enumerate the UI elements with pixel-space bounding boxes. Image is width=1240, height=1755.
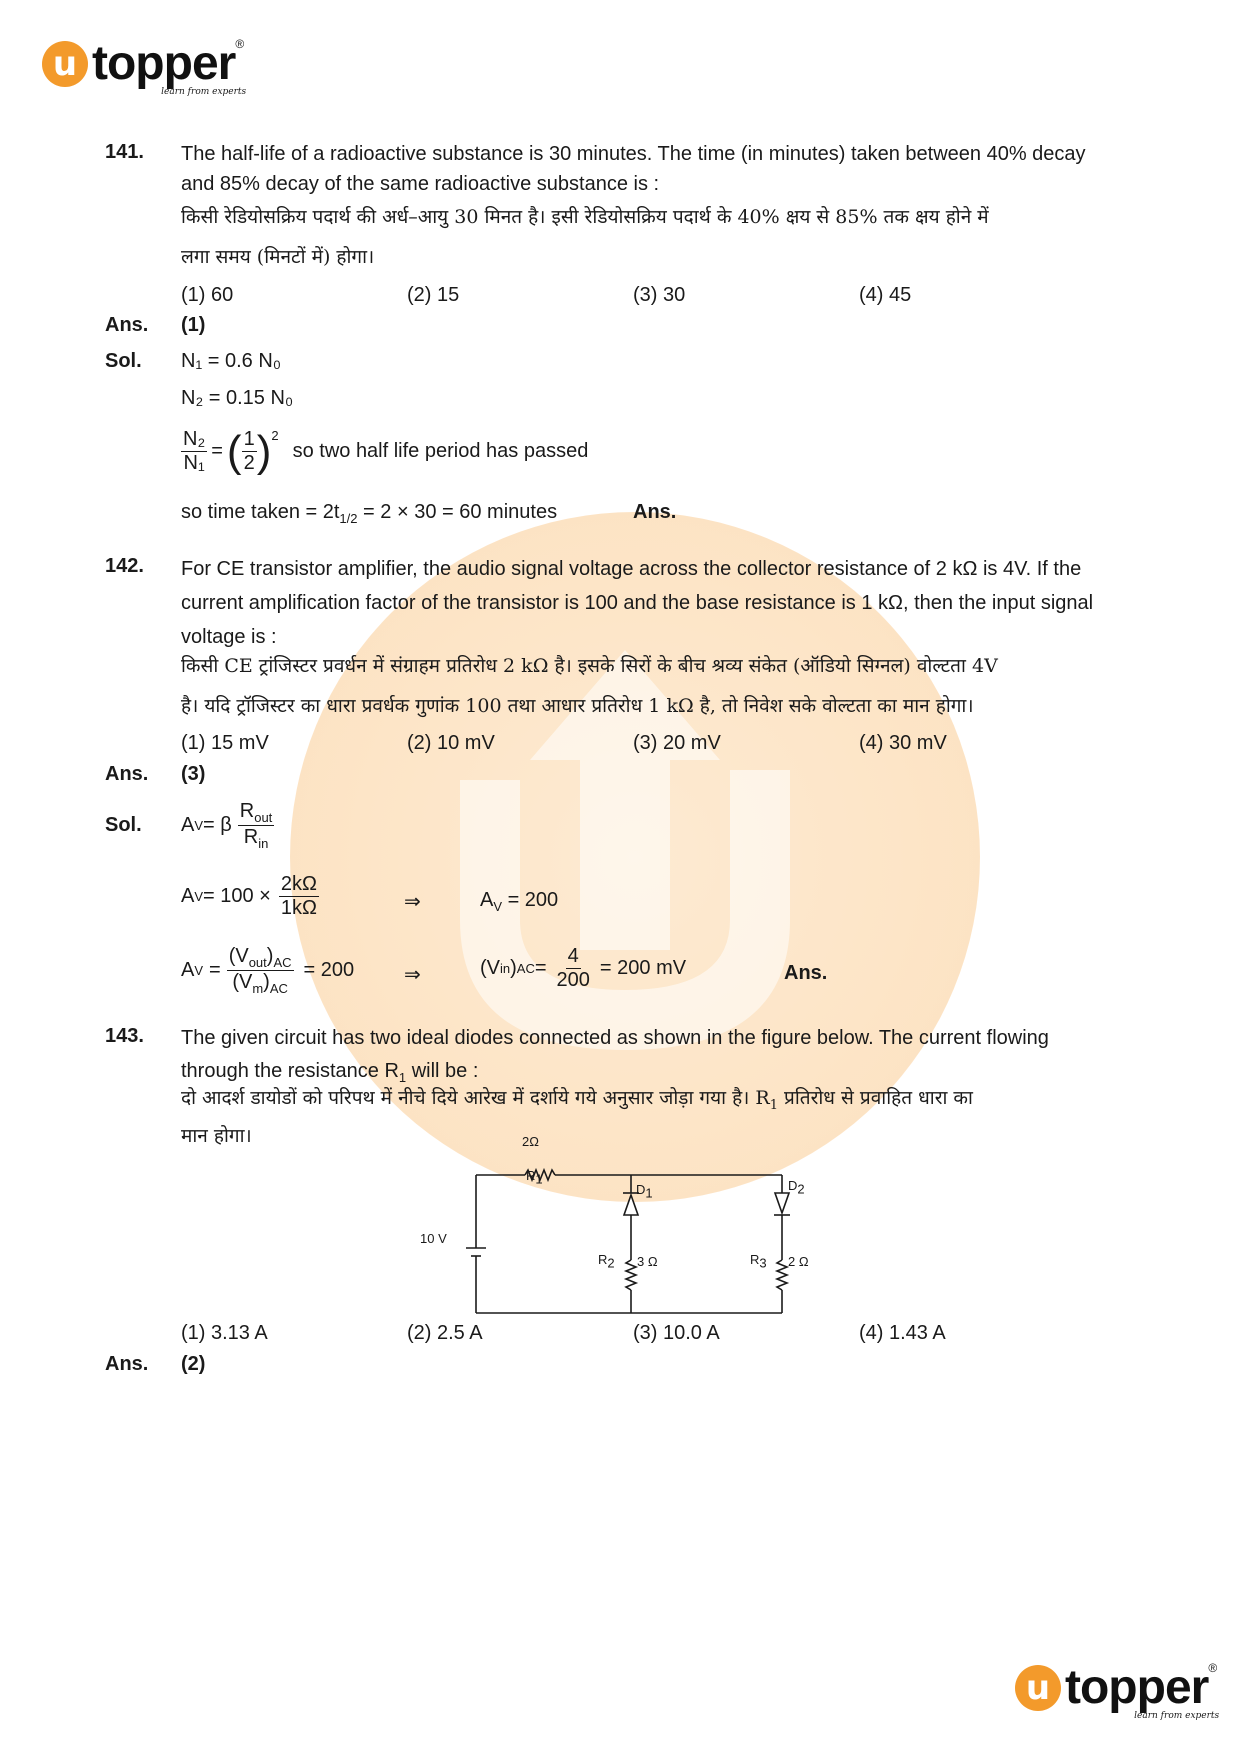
q141-sol-time bbox=[181, 501, 557, 526]
q142-rin-sub: in bbox=[258, 836, 269, 851]
q142-sol-label: Sol. bbox=[105, 814, 142, 836]
q142-option-1[interactable]: (1) 15 mV bbox=[181, 732, 269, 754]
brand-tagline-bottom: learn from experts bbox=[1134, 1711, 1220, 1721]
q142-eq1-av: A bbox=[181, 814, 195, 836]
q141-english-line1: The half-life of a radioactive substance is 30 minutes. The time (in minutes) taken between 40% decay bbox=[181, 143, 1086, 165]
q143-number: 143. bbox=[105, 1025, 144, 1047]
q141-hindi-line2: लगा समय (मिनटों में) होगा। bbox=[181, 246, 375, 268]
q143-hindi-1sub: 1 bbox=[769, 1097, 779, 1113]
q143-hindi-line1 bbox=[181, 1083, 1141, 1121]
q141-answer: (1) bbox=[181, 314, 206, 336]
q141-sol-line2: N₂ = 0.15 N₀ bbox=[181, 387, 294, 409]
q142-eq3-av: A bbox=[181, 959, 195, 981]
q141-english-line2: and 85% decay of the same radioactive substance is : bbox=[181, 173, 660, 195]
q142-vin-ac: AC bbox=[516, 961, 535, 976]
q142-eq3-num: (V bbox=[228, 945, 249, 967]
q142-eq1-beta: = β bbox=[203, 814, 232, 836]
q142-ans-label: Ans. bbox=[105, 763, 149, 785]
q143-english-2a: through the resistance R bbox=[181, 1060, 399, 1082]
q141-option-4[interactable]: (4) 45 bbox=[859, 284, 912, 306]
q142-eq3-num-end: ) bbox=[266, 945, 274, 967]
q142-vin-den: 200 bbox=[556, 969, 590, 991]
q143-hindi bbox=[181, 1083, 1141, 1151]
topper-u-icon: u bbox=[42, 41, 88, 87]
q141-ratio-fraction bbox=[181, 428, 207, 475]
q142-eq3: A V = $\frac{(V_{out})_{AC}}{(V_m)_{AC}}$ = 200 bbox=[181, 945, 355, 996]
d1-label bbox=[636, 1182, 653, 1201]
brand-logo-bottom bbox=[1015, 1660, 1220, 1721]
q143-option-4[interactable]: (4) 1.43 A bbox=[859, 1322, 946, 1344]
q142-eq2-implies: ⇒ bbox=[404, 891, 421, 913]
brand-logo-top bbox=[42, 36, 247, 97]
q142-eq2-rhs: = 200 bbox=[502, 889, 559, 911]
q141-ratio-num: N₂ bbox=[183, 428, 206, 450]
r2-value-label: 3 Ω bbox=[637, 1254, 658, 1269]
q141-option-1[interactable]: (1) 60 bbox=[181, 284, 234, 306]
q142-eq2 bbox=[181, 873, 319, 920]
d1-sub: 1 bbox=[645, 1185, 653, 1201]
q142-eq2-result bbox=[480, 889, 558, 914]
brand-name-bottom: topper bbox=[1065, 1661, 1209, 1714]
q141-ratio-den: N₁ bbox=[183, 452, 205, 474]
d1-name: D bbox=[636, 1182, 646, 1197]
q143-hindi-line2: मान होगा। bbox=[181, 1124, 252, 1147]
r3-value-label: 2 Ω bbox=[788, 1254, 809, 1269]
registered-mark-bottom: ® bbox=[1208, 1660, 1218, 1675]
q142-option-4[interactable]: (4) 30 mV bbox=[859, 732, 947, 754]
battery-label: 10 V bbox=[420, 1231, 447, 1246]
q143-hindi-1a: दो आदर्श डायोडों को परिपथ में नीचे दिये आरेख में दर्शाये गये अनुसार जोड़ा गया है। R bbox=[181, 1087, 770, 1109]
q142-hindi-line1: किसी CE ट्रांजिस्टर प्रवर्धन में संग्राहम प्रतिरोध 2 kΩ है। इसके सिरों के बीच श्रव्य संकेत (ऑडियो सिग्नल) वोल्टता 4V bbox=[181, 655, 998, 677]
q142-english-line3: voltage is : bbox=[181, 626, 277, 648]
q141-ans-label: Ans. bbox=[105, 314, 149, 336]
q143-english-line1: The given circuit has two ideal diodes connected as shown in the figure below. The current flowing bbox=[181, 1027, 1049, 1049]
topper-u-icon-bottom: u bbox=[1015, 1665, 1061, 1711]
q141-number: 141. bbox=[105, 141, 144, 163]
q141-half-den: 2 bbox=[243, 452, 255, 474]
q142-rout: R bbox=[239, 800, 255, 822]
r3-name: R bbox=[750, 1252, 760, 1267]
q141-time-rest: = 2 × 30 = 60 minutes bbox=[357, 501, 558, 523]
q142-hindi bbox=[181, 646, 1141, 726]
q143-hindi-1b: प्रतिरोध से प्रवाहित धारा का bbox=[778, 1087, 973, 1109]
r2-name-label bbox=[598, 1252, 615, 1271]
q142-number: 142. bbox=[105, 555, 144, 577]
q142-vin-end: ) bbox=[510, 957, 517, 979]
r1-name: R bbox=[526, 1168, 536, 1183]
q141-half-fraction bbox=[242, 428, 257, 475]
q142-eq3-fraction bbox=[227, 945, 294, 996]
q142-eq3-den-ac: AC bbox=[269, 981, 288, 996]
q142-eq2-res-sub: V bbox=[493, 899, 503, 914]
q143-option-1[interactable]: (1) 3.13 A bbox=[181, 1322, 268, 1344]
q143-option-2[interactable]: (2) 2.5 A bbox=[407, 1322, 483, 1344]
r2-name: R bbox=[598, 1252, 608, 1267]
q141-time-sub: 1/2 bbox=[339, 511, 358, 526]
q142-eq3-value: = 200 bbox=[303, 959, 355, 981]
d2-label bbox=[788, 1178, 805, 1197]
q141-sol-label: Sol. bbox=[105, 350, 142, 372]
brand-name: topper bbox=[92, 37, 236, 90]
q143-english-2b: will be : bbox=[406, 1060, 479, 1082]
q141-ratio-equation: $\frac{\text{N₂}}{\text{N₁}}$ = ( $\frac{1}{2}$ ) $^2$ so two half life period has passed bbox=[183, 426, 589, 476]
q142-english bbox=[181, 552, 1141, 654]
q142-eq1-av-sub: V bbox=[194, 818, 204, 833]
q142-eq2-lhs: = 100 × bbox=[203, 885, 271, 907]
q142-rin: R bbox=[243, 826, 259, 848]
q142-eq2-fraction bbox=[279, 873, 319, 920]
r1-sub: 1 bbox=[535, 1171, 543, 1187]
q141-english bbox=[181, 139, 1141, 199]
q142-vin-num: 4 bbox=[567, 945, 579, 967]
q143-ans-label: Ans. bbox=[105, 1353, 149, 1375]
q141-option-2[interactable]: (2) 15 bbox=[407, 284, 460, 306]
r2-sub: 2 bbox=[607, 1255, 615, 1271]
q142-vin-eq bbox=[480, 945, 686, 992]
registered-mark: ® bbox=[235, 36, 245, 51]
q141-option-3[interactable]: (3) 30 bbox=[633, 284, 686, 306]
q142-english-line2: current amplification factor of the transistor is 100 and the base resistance is 1 kΩ, then the input signal bbox=[181, 592, 1094, 614]
q142-eq2-num: 2kΩ bbox=[280, 873, 317, 895]
q142-eq1 bbox=[181, 800, 274, 851]
q143-english-2sub: 1 bbox=[398, 1070, 407, 1085]
d2-sub: 2 bbox=[797, 1181, 805, 1197]
r1-value-label: 2Ω bbox=[522, 1134, 539, 1149]
q142-vin: (V bbox=[480, 957, 500, 979]
q141-sol-line1: N₁ = 0.6 N₀ bbox=[181, 350, 282, 372]
q142-rout-sub: out bbox=[254, 810, 273, 825]
q142-eq2-den: 1kΩ bbox=[280, 897, 317, 919]
q142-eq3-den: (V bbox=[232, 971, 253, 993]
q142-vin-sub: in bbox=[500, 961, 511, 976]
q141-hindi-line1: किसी रेडियोसक्रिय पदार्थ की अर्ध–आयु 30 मिनत है। इसी रेडियोसक्रिय पदार्थ के 40% क्षय से 85% तक क्षय होने में bbox=[181, 206, 989, 228]
r3-name-label bbox=[750, 1252, 767, 1271]
q142-eq3-num-sub: out bbox=[248, 955, 267, 970]
q141-hindi bbox=[181, 197, 1141, 277]
q142-ans-tag: Ans. bbox=[784, 962, 828, 984]
q142-answer: (3) bbox=[181, 763, 206, 785]
q141-ans-tag: Ans. bbox=[633, 501, 677, 523]
q141-time-text: so time taken = 2t bbox=[181, 501, 340, 523]
brand-tagline: learn from experts bbox=[161, 87, 247, 97]
r3-sub: 3 bbox=[759, 1255, 767, 1271]
q141-half-num: 1 bbox=[243, 428, 255, 450]
q142-eq2-av: A bbox=[181, 885, 195, 907]
q142-option-3[interactable]: (3) 20 mV bbox=[633, 732, 721, 754]
q142-hindi-line2: है। यदि ट्रॉजिस्टर का धारा प्रवर्धक गुणांक 100 तथा आधार प्रतिरोध 1 kΩ है, तो निवेश सके वोल्टता का मान होगा। bbox=[181, 695, 974, 717]
r1-name-label bbox=[526, 1168, 543, 1187]
q142-eq2-res-av: A bbox=[480, 889, 494, 911]
q143-circuit-diagram bbox=[420, 1145, 820, 1320]
q142-eq2-av-sub: V bbox=[194, 889, 204, 904]
q142-eq3-implies: ⇒ bbox=[404, 964, 421, 986]
q142-eq3-den-end: ) bbox=[263, 971, 270, 993]
d2-name: D bbox=[788, 1178, 798, 1193]
q142-eq3-den-sub: m bbox=[252, 981, 264, 996]
q141-exponent: 2 bbox=[271, 428, 279, 443]
q141-sol-text: so two half life period has passed bbox=[292, 440, 589, 462]
q142-eq1-fraction bbox=[238, 800, 275, 851]
q142-vin-eq-sign: = bbox=[534, 957, 547, 979]
q142-vin-fraction bbox=[557, 945, 590, 992]
q142-eq3-av-sub: V bbox=[194, 963, 204, 978]
q142-vin-result: = 200 mV bbox=[599, 957, 687, 979]
q142-option-2[interactable]: (2) 10 mV bbox=[407, 732, 495, 754]
q142-english-line1: For CE transistor amplifier, the audio signal voltage across the collector resistance of 2 kΩ is 4V. If the bbox=[181, 558, 1082, 580]
q142-eq3-num-ac: AC bbox=[273, 955, 292, 970]
q143-option-3[interactable]: (3) 10.0 A bbox=[633, 1322, 720, 1344]
q143-answer: (2) bbox=[181, 1353, 206, 1375]
